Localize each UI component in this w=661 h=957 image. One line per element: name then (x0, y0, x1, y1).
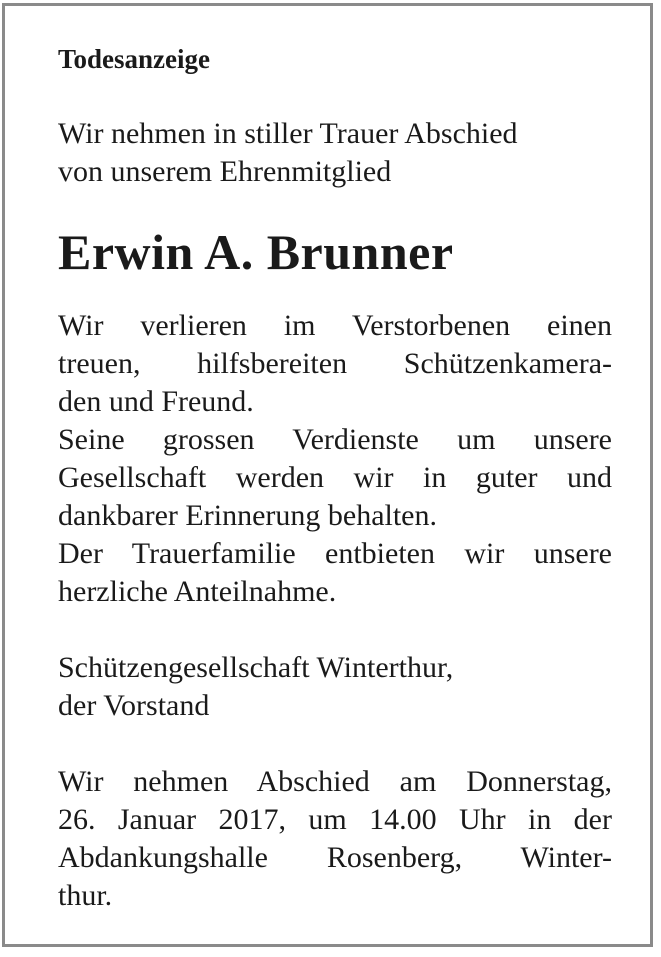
body-line: Seine grossen Verdienste um unsere (58, 423, 612, 456)
intro-line: Wir nehmen in stiller Trauer Abschied (58, 117, 518, 150)
notice-content (58, 40, 612, 915)
body-line: Der Trauerfamilie entbieten wir unsere (58, 537, 612, 570)
deceased-name: Erwin A. Brunner (58, 224, 454, 280)
body-line: Gesellschaft werden wir in guter und (58, 461, 612, 494)
farewell-line: Wir nehmen Abschied am Donnerstag, (58, 765, 612, 798)
signature-line: der Vorstand (58, 689, 210, 722)
signature-line: Schützengesellschaft Winterthur, (58, 651, 454, 684)
signature-block (58, 649, 612, 725)
farewell-block (58, 763, 612, 915)
body-line: den und Freund. (58, 385, 254, 418)
notice-frame (2, 3, 653, 947)
intro-line: von unserem Ehrenmitglied (58, 155, 392, 188)
body-line: Wir verlieren im Verstorbenen einen (58, 309, 612, 342)
body-line: treuen, hilfsbereiten Schützenkamera- (58, 347, 612, 380)
body-block (58, 307, 612, 611)
notice-heading: Todesanzeige (58, 44, 211, 74)
body-line: herzliche Anteilnahme. (58, 575, 337, 608)
farewell-line: 26. Januar 2017, um 14.00 Uhr in der (58, 803, 612, 836)
farewell-line: thur. (58, 879, 113, 912)
body-line: dankbarer Erinnerung behalten. (58, 499, 437, 532)
intro-block (58, 115, 612, 191)
farewell-line: Abdankungshalle Rosenberg, Winter- (58, 841, 612, 874)
